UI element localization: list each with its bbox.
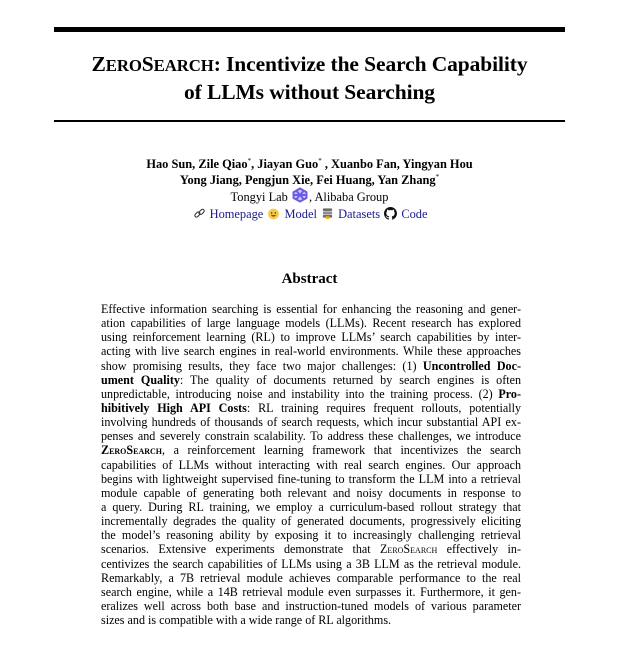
database-icon xyxy=(321,207,334,220)
abstract-line: capabilities of LLMs without interacting with real search engines. Our approach xyxy=(101,457,521,472)
challenge-1-label: ument Quality xyxy=(101,372,180,387)
abstract-line: search engine, while a 14B retrieval module even surpasses it. Furthermore, it gen- xyxy=(101,584,521,599)
title-system-name-part: ERO xyxy=(105,56,142,75)
abstract-line: incrementally degrades the quality of generated documents, progressively eliciting xyxy=(101,514,521,529)
author-separator: , xyxy=(396,157,403,171)
author-line-1 xyxy=(54,156,565,172)
abstract-line xyxy=(101,542,521,556)
affiliation xyxy=(54,187,565,205)
abstract-text: : The quality of documents returned by search engines is often xyxy=(179,372,521,387)
affiliation-lab: Tongyi Lab xyxy=(230,190,288,204)
corresponding-mark: * xyxy=(318,157,322,165)
abstract-text: effectively in- xyxy=(437,542,521,557)
abstract-line: begins with lightweight supervised fine-tuning to transform the LLM into a retrieval xyxy=(101,471,521,486)
abstract-line: using reinforcement learning (RL) to improve LLMs’ search capabilities by inter- xyxy=(101,330,521,345)
author-separator: , xyxy=(321,157,332,171)
title-system-name-part: Z xyxy=(91,52,106,76)
github-icon xyxy=(384,207,397,220)
abstract-line xyxy=(101,373,521,387)
author-name: Yingyan Hou xyxy=(402,157,473,171)
author-name: Pengjun Xie xyxy=(244,173,311,187)
abstract-text: , a reinforcement learning framework that incentivizes the search xyxy=(162,443,521,458)
abstract-text: unpredictable, introducing noise and instability into the training process. (2) xyxy=(101,386,499,401)
abstract-line xyxy=(101,359,521,373)
abstract-line: acting with live search engines in real-world environments. While these approaches xyxy=(101,344,521,359)
author-separator: , xyxy=(371,173,378,187)
abstract-line: a query. During RL training, we employ a curriculum-based rollout strategy that xyxy=(101,499,521,514)
title-system-name-part: EARCH xyxy=(153,56,214,75)
abstract-heading: Abstract xyxy=(281,271,338,287)
author-name: Xuanbo Fan xyxy=(331,157,397,171)
code-link[interactable]: Code xyxy=(401,207,428,221)
link-icon xyxy=(193,207,206,220)
abstract-line: Effective information searching is essential for enhancing the reasoning and gener- xyxy=(101,302,521,316)
author-list xyxy=(54,156,565,188)
abstract-line xyxy=(101,401,521,415)
author-separator: , xyxy=(238,173,245,187)
abstract-line: centivizes the search capabilities of LLMs using a 3B LLM as the retrieval module. xyxy=(101,556,521,571)
paper-title xyxy=(54,51,565,106)
hugging-face-icon xyxy=(267,207,280,220)
abstract-line: the model’s reasoning ability by exposing it to increasingly challenging retrieval xyxy=(101,528,521,543)
title-bottom-rule xyxy=(54,120,565,122)
abstract-line: ation capabilities of large language models (LLMs). Recent research has explored xyxy=(101,316,521,331)
datasets-link[interactable]: Datasets xyxy=(338,207,381,221)
title-line-1-rest: : Incentivize the Search Capability xyxy=(213,52,528,76)
challenge-2-label: hibitively High API Costs xyxy=(101,400,247,415)
equal-contribution-mark: * xyxy=(247,157,252,165)
tongyi-logo-icon xyxy=(291,187,309,203)
abstract-line xyxy=(101,387,521,401)
challenge-2-label: Pro- xyxy=(498,386,521,401)
title-line-2: of LLMs without Searching xyxy=(184,80,435,104)
author-name: Fei Huang xyxy=(316,173,372,187)
abstract-line: eralizes well across both base and instruction-tuned models of various parameter xyxy=(101,598,521,613)
system-name: ZeroSearch xyxy=(380,542,438,557)
author-separator: , xyxy=(192,157,199,171)
abstract-line: sizes and is compatible with a wide range of RL algorithms. xyxy=(101,613,392,628)
title-line-1 xyxy=(54,51,565,79)
abstract-text: : RL training requires frequent rollouts, potentially xyxy=(246,400,521,415)
system-name: ZeroSearch xyxy=(101,443,163,458)
affiliation-group: , Alibaba Group xyxy=(308,190,389,204)
title-system-name-part: S xyxy=(141,52,154,76)
abstract-text: show promising results, they face two major challenges: (1) xyxy=(101,358,423,373)
author-name: Yong Jiang xyxy=(179,173,239,187)
challenge-1-label: Uncontrolled Doc- xyxy=(422,358,521,373)
homepage-link[interactable]: Homepage xyxy=(209,207,264,221)
abstract-line: module capable of generating both relevant and noisy documents in response to xyxy=(101,485,521,500)
model-link[interactable]: Model xyxy=(284,207,317,221)
abstract-text: scenarios. Extensive experiments demonstrate that xyxy=(101,542,381,557)
resource-links xyxy=(54,206,565,222)
author-separator: , xyxy=(251,157,258,171)
author-name: Hao Sun xyxy=(146,157,193,171)
author-line-2 xyxy=(54,172,565,188)
abstract-line: penses and severely constrain scalability. To address these challenges, we introduce xyxy=(101,429,521,444)
author-name: Jiayan Guo xyxy=(257,157,319,171)
abstract-body xyxy=(101,302,521,627)
abstract-line xyxy=(101,443,521,457)
author-name: Zile Qiao xyxy=(198,157,248,171)
author-name: Yan Zhang xyxy=(377,173,436,187)
author-separator: , xyxy=(310,173,317,187)
abstract-line: involving hundreds of thousands of search requests, which incur substantial API ex- xyxy=(101,415,521,430)
abstract-line: Remarkably, a 7B retrieval module achieves comparable performance to the real xyxy=(101,570,521,585)
corresponding-mark: * xyxy=(435,173,440,181)
title-top-rule xyxy=(54,27,565,32)
